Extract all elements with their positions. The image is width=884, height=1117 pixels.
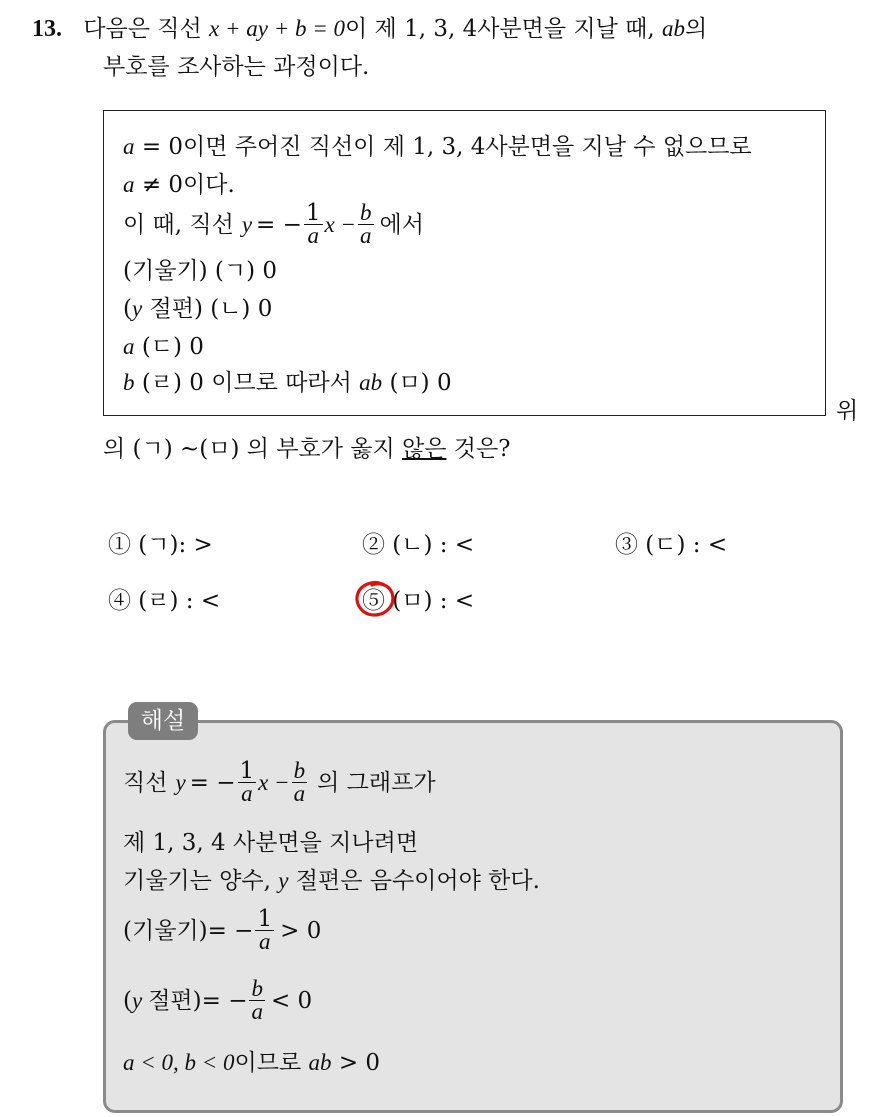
solution-text: 기울기는 양수, [123,868,271,894]
choice-3[interactable]: ③ (ㄷ) : < [615,532,728,558]
solution-text: (기울기)= − [123,917,254,944]
fraction-denominator: a [307,223,319,248]
choice-1[interactable]: ① (ㄱ): > [108,532,213,558]
fraction-1-over-a [304,202,323,247]
solution-text: > 0 [338,1050,381,1076]
math-var: ab [359,370,383,395]
question-text-wi: 위 [836,398,859,424]
fraction-numerator: 1 [239,758,255,784]
solution-tag: 해설 [128,702,198,740]
solution-line-2: 제 1, 3, 4 사분면을 지나려면 [123,830,419,856]
box-line-2 [123,170,235,200]
box-text: 절편) (ㄴ) 0 [149,296,273,322]
math-op: = − [256,211,302,238]
solution-text: 의 그래프가 [317,769,436,796]
solution-line-3 [123,866,540,896]
solution-text: 절편은 음수이어야 한다. [295,868,540,894]
box-text: ≠ 0이다. [141,172,235,198]
box-text: 이 때, 직선 [123,211,234,238]
math-var: x − [258,769,290,795]
math-var: y [175,769,186,795]
fraction-denominator: a [241,781,253,806]
math-var: y [278,868,289,893]
solution-text: > 0 [280,917,322,944]
equation: x + ay + b = 0 [209,16,346,41]
solution-line-1 [123,760,436,805]
fraction-numerator: 1 [257,906,273,932]
fraction-numerator: b [293,758,306,783]
box-line-7 [123,368,452,398]
answer-circle-mark [354,579,398,619]
choice-4[interactable]: ④ (ㄹ) : < [108,588,221,614]
question-text: 것은? [453,436,511,462]
box-line-3 [123,202,424,247]
math-var: y [131,987,143,1013]
math-var: b [123,370,135,395]
solution-text: 절편)= − [148,987,248,1014]
box-text: (ㄹ) 0 이므로 따라서 [141,370,352,396]
choice-2[interactable]: ② (ㄴ) : < [362,532,475,558]
box-line-4: (기울기) (ㄱ) 0 [123,258,278,284]
solution-text: 직선 [123,769,168,796]
question-text: 의 [685,16,708,42]
question-text: 다음은 직선 [83,16,202,42]
question-number: 13. [32,16,62,42]
fraction-numerator: b [360,200,372,225]
math-var: x − [324,211,357,237]
math-op: = − [189,769,236,796]
box-text: = 0이면 주어진 직선이 제 1, 3, 4사분면을 지날 수 없으므로 [141,134,752,160]
box-line-5 [123,294,272,324]
box-text: 에서 [379,211,424,238]
underlined-emphasis: 않은 [402,436,447,462]
solution-text: < 0 [270,987,313,1014]
fraction-denominator: a [251,999,263,1024]
math-var: a [123,134,135,159]
math-var: y [131,296,143,321]
math-var: a [123,334,135,359]
math-var: ab [662,16,685,41]
box-line-1 [123,132,752,162]
math-var: a [123,172,135,197]
fraction-b-over-a [292,760,308,805]
question-line-1 [32,14,707,44]
question-text: 이 제 1, 3, 4사분면을 지날 때, [345,16,655,42]
box-text: ( [123,296,132,322]
fraction-denominator: a [259,929,271,954]
fraction-numerator: b [251,976,263,1001]
fraction-denominator: a [293,781,306,806]
box-line-6 [123,332,204,362]
fraction-b-over-a [249,978,265,1023]
solution-line-6 [123,1048,380,1078]
box-text: (ㅁ) 0 [389,370,452,396]
question-text: 의 (ㄱ) ∼(ㅁ) 의 부호가 옳지 [103,436,395,462]
fraction-1-over-a [238,760,257,805]
solution-line-5 [123,978,312,1023]
solution-text: ( [123,987,132,1014]
math-var: ab [308,1050,332,1075]
box-text: (ㄷ) 0 [141,334,204,360]
solution-text: 이므로 [234,1050,302,1076]
question-line-2: 부호를 조사하는 과정이다. [103,54,370,80]
math-var: a < 0, b < 0 [123,1050,235,1075]
fraction-numerator: 1 [305,200,321,226]
fraction-denominator: a [360,223,372,248]
math-var: y [241,211,253,237]
fraction-1-over-a [255,908,274,953]
choice-5[interactable]: ⑤ (ㅁ) : < [362,588,475,614]
solution-line-4 [123,908,321,953]
question-line-3 [103,434,511,464]
fraction-b-over-a [358,202,374,247]
